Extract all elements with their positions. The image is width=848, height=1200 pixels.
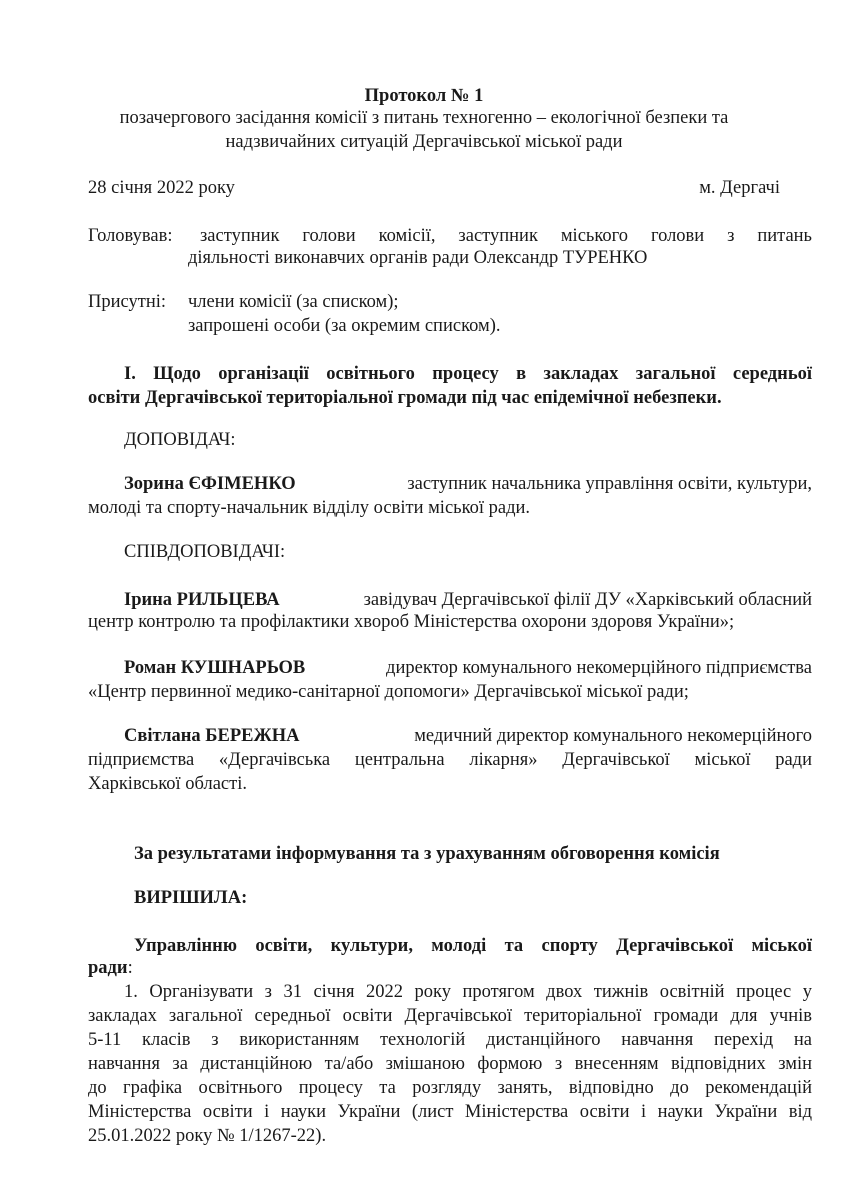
chair-label: Головував: xyxy=(88,226,173,246)
document-subtitle-line-1: позачергового засідання комісії з питань техногенно – екологічної безпеки та xyxy=(119,108,729,128)
addressee-line-2 xyxy=(88,956,133,980)
cospeaker-2-line-1 xyxy=(124,656,812,680)
speaker-line-1 xyxy=(124,472,812,496)
cospeaker-3-line-3: Харківської області. xyxy=(88,774,247,794)
speaker-name: Зорина ЄФІМЕНКО xyxy=(124,474,296,494)
document-subtitle-line-2: надзвичайних ситуацій Дергачівської міської ради xyxy=(225,132,623,152)
meeting-date: 28 січня 2022 року xyxy=(88,178,235,198)
addressee-ending: ради xyxy=(88,958,128,978)
cospeaker-2-line-2: «Центр первинної медико-санітарної допомоги» Дергачівської міської ради; xyxy=(88,682,689,702)
cospeaker-1-line-2: центр контролю та профілактики хвороб Міністерства охорони здоровя України»; xyxy=(88,612,735,632)
cospeaker-2-name: Роман КУШНАРЬОВ xyxy=(124,658,306,678)
item-1-line-4: навчання за дистанційною та/або змішаною формою з внесенням відповідних змін xyxy=(88,1054,812,1074)
chair-line-1: заступник голови комісії, заступник міського голови з питань xyxy=(200,226,812,246)
cospeaker-3-line-2: підприємства «Дергачівська центральна лікарня» Дергачівської міської ради xyxy=(88,750,812,770)
addressee-line-1: Управлінню освіти, культури, молоді та спорту Дергачівської міської xyxy=(134,936,812,956)
cospeaker-1-position: завідувач Дергачівської філії ДУ «Харківський обласний xyxy=(363,590,812,610)
item-1-line-6: Міністерства освіти і науки України (лист Міністерства освіти і науки України від xyxy=(88,1102,812,1122)
section-heading-line-1: І. Щодо організації освітнього процесу в закладах загальної середньої xyxy=(124,364,812,384)
item-1-line-3: 5-11 класів з використанням технологій дистанційного навчання перехід на xyxy=(88,1030,812,1050)
present-label: Присутні: xyxy=(88,292,166,312)
speaker-line-2: молоді та спорту-начальник відділу освіти міської ради. xyxy=(88,498,531,518)
cospeaker-3-line-1 xyxy=(124,724,812,748)
cospeaker-1-line-1 xyxy=(124,588,812,612)
resolved-label: ВИРІШИЛА: xyxy=(134,888,248,908)
section-heading-line-2: освіти Дергачівської територіальної громади під час епідемічної небезпеки. xyxy=(88,388,722,408)
meeting-place: м. Дергачі xyxy=(699,178,780,198)
document-title: Протокол № 1 xyxy=(364,86,484,106)
chair-line-2: діяльності виконавчих органів ради Олександр ТУРЕНКО xyxy=(188,248,648,268)
cospeaker-1-name: Ірина РИЛЬЦЕВА xyxy=(124,590,280,610)
speaker-position: заступник начальника управління освіти, культури, xyxy=(407,474,812,494)
item-1-line-1: 1. Організувати з 31 січня 2022 року протягом двох тижнів освітній процес у xyxy=(124,982,812,1002)
cospeaker-3-name: Світлана БЕРЕЖНА xyxy=(124,726,300,746)
item-1-line-5: до графіка освітнього процесу та розгляду занять, відповідно до рекомендацій xyxy=(88,1078,812,1098)
decision-intro: За результатами інформування та з урахуванням обговорення комісія xyxy=(134,844,720,864)
cospeaker-3-position: медичний директор комунального некомерційного xyxy=(414,726,812,746)
cospeaker-2-position: директор комунального некомерційного підприємства xyxy=(386,658,812,678)
present-line-1: члени комісії (за списком); xyxy=(188,292,399,312)
item-1-line-7: 25.01.2022 року № 1/1267-22). xyxy=(88,1126,327,1146)
item-1-line-2: закладах загальної середньої освіти Дергачівської територіальної громади для учнів xyxy=(88,1006,812,1026)
present-line-2: запрошені особи (за окремим списком). xyxy=(188,316,501,336)
cospeakers-label: СПІВДОПОВІДАЧІ: xyxy=(124,542,286,562)
addressee-colon: : xyxy=(127,958,133,978)
speaker-label: ДОПОВІДАЧ: xyxy=(124,430,236,450)
